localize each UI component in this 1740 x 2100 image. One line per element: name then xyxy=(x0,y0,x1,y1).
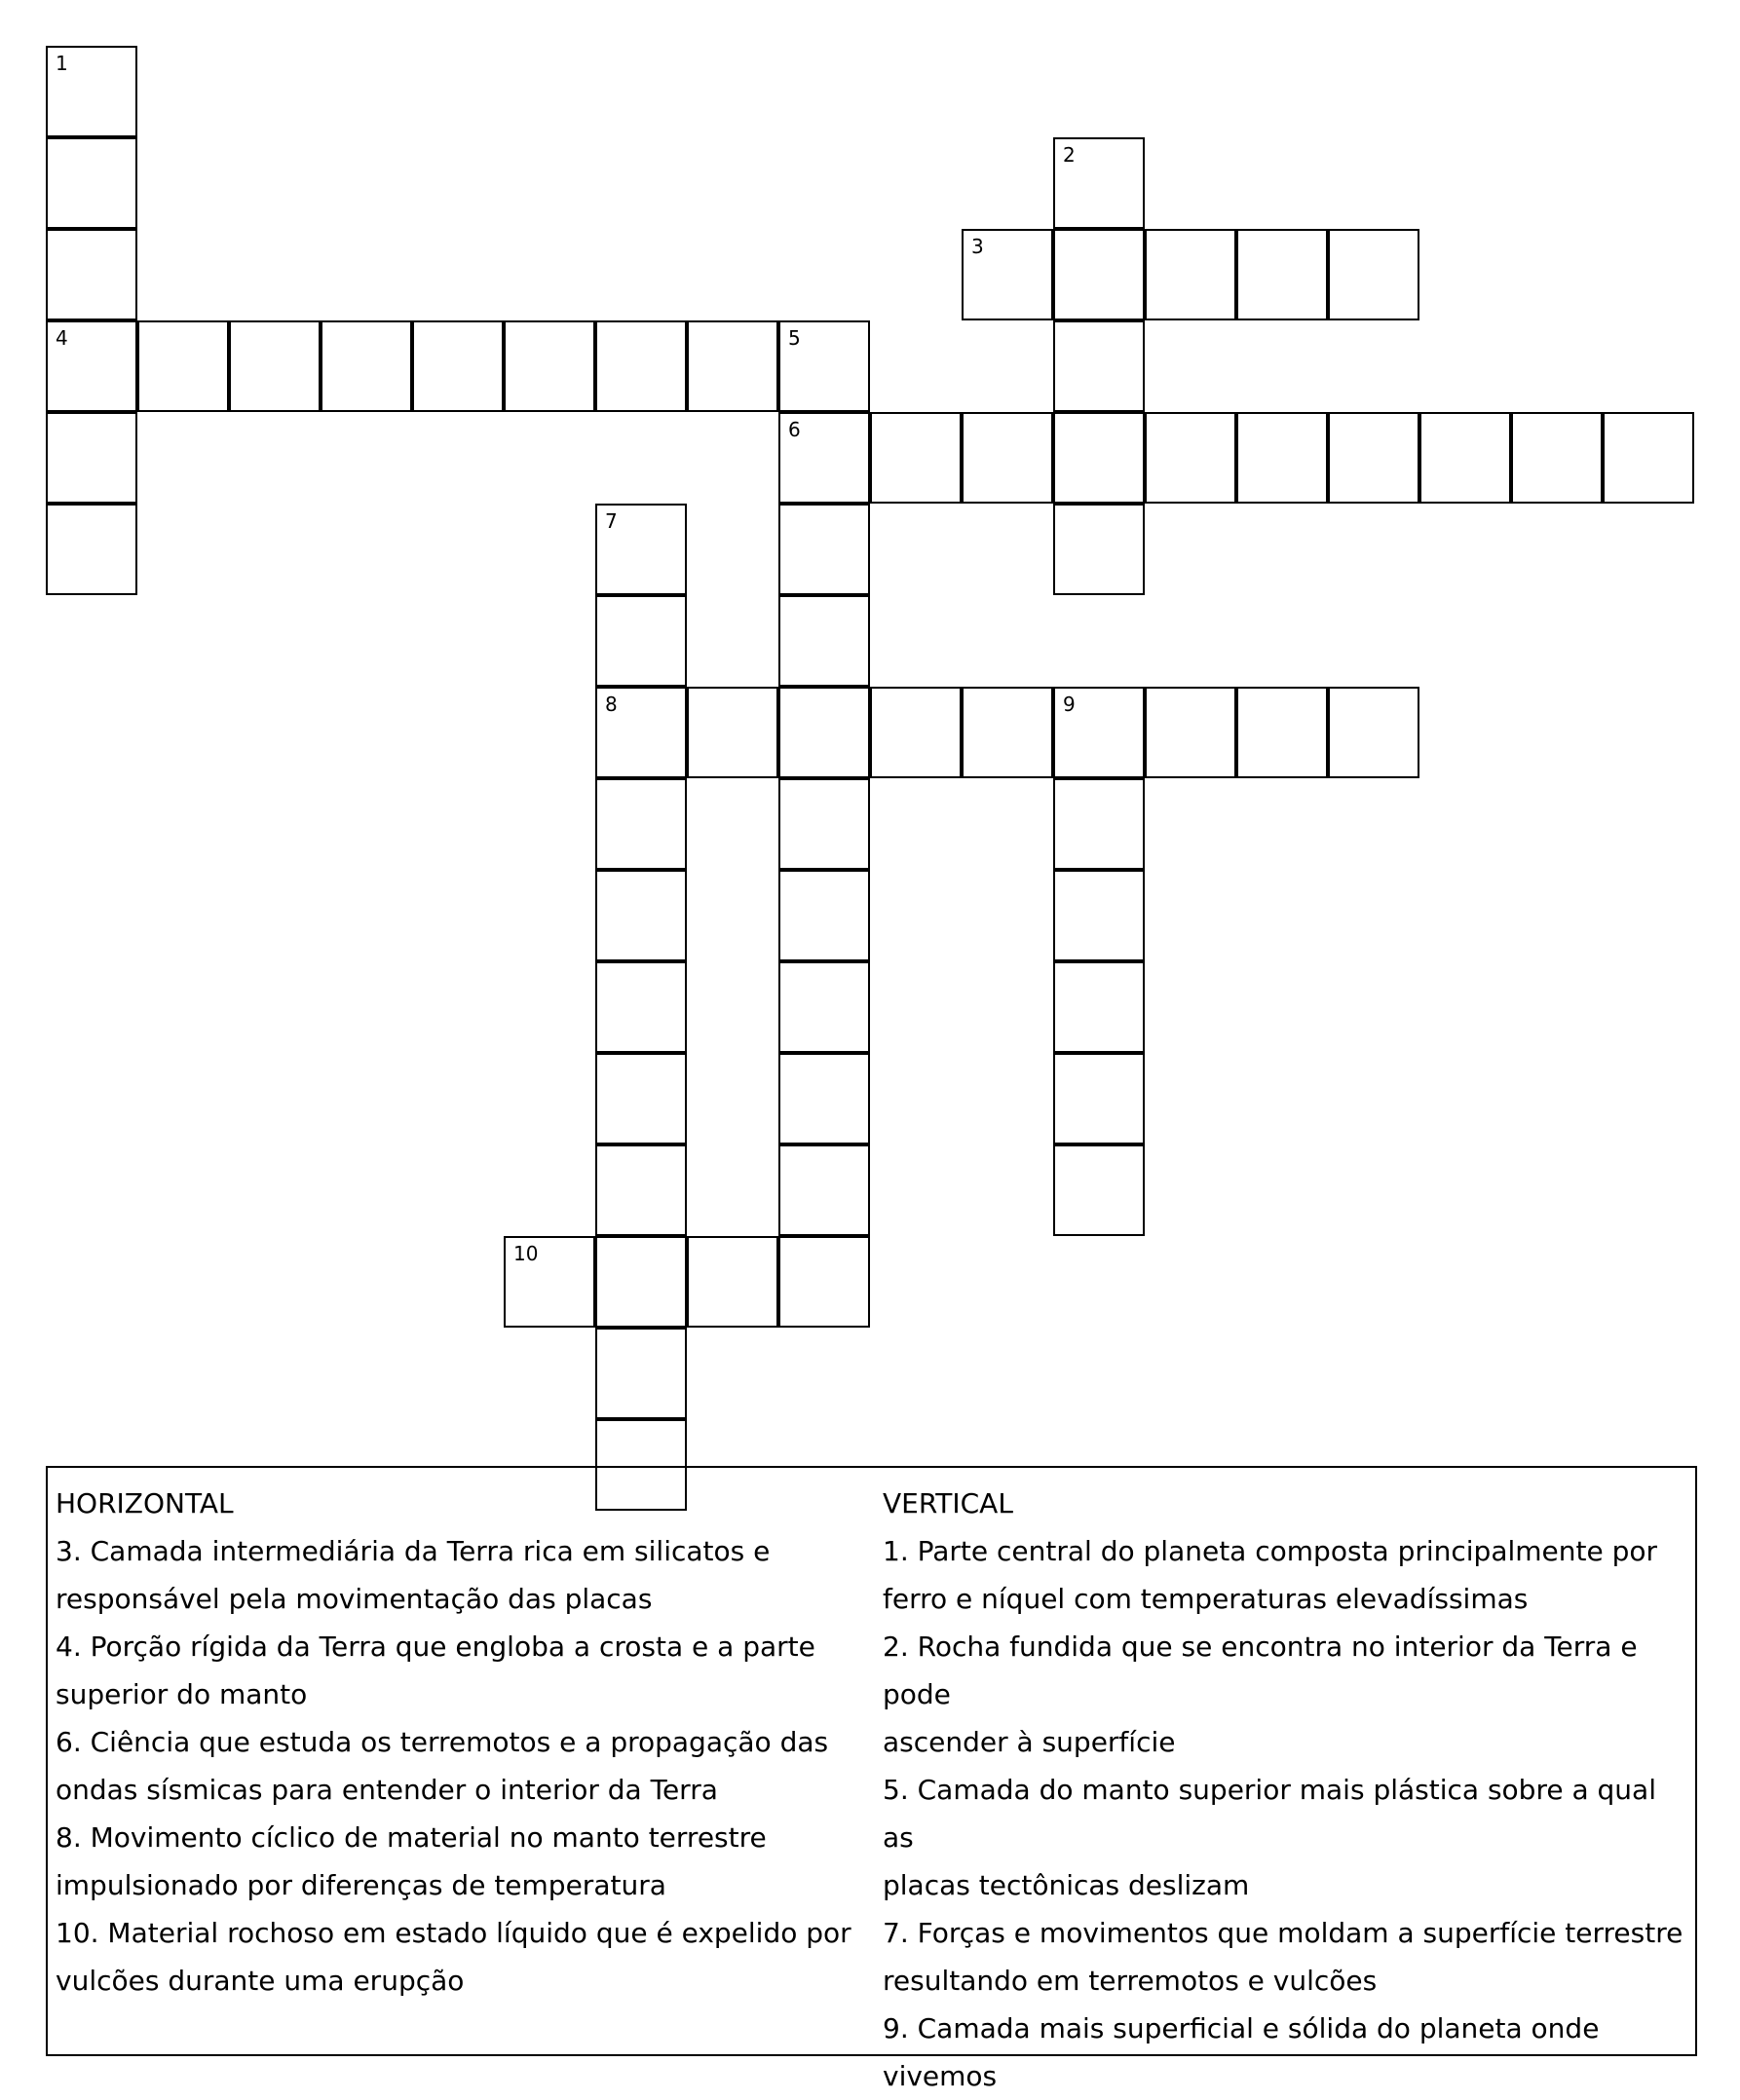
crossword-cell[interactable] xyxy=(595,504,687,595)
crossword-cell[interactable] xyxy=(595,595,687,687)
crossword-cell[interactable] xyxy=(778,320,870,412)
crossword-cell[interactable] xyxy=(962,687,1053,778)
crossword-cell[interactable] xyxy=(778,1236,870,1328)
crossword-cell[interactable] xyxy=(778,778,870,870)
clue-number: 5 xyxy=(788,326,801,350)
clue-line: 7. Forças e movimentos que moldam a superfície terrestre xyxy=(883,1917,1683,1949)
crossword-cell[interactable] xyxy=(778,961,870,1053)
clues-box xyxy=(46,1466,1697,2092)
crossword-cell[interactable] xyxy=(1053,229,1145,320)
crossword-cell[interactable] xyxy=(778,504,870,595)
crossword-cell[interactable] xyxy=(1145,687,1236,778)
crossword-cell[interactable] xyxy=(1603,412,1694,504)
crossword-cell[interactable] xyxy=(46,320,137,412)
clue-line: ondas sísmicas para entender o interior da Terra xyxy=(56,1774,718,1806)
crossword-cell[interactable] xyxy=(778,1144,870,1236)
crossword-cell[interactable] xyxy=(1145,412,1236,504)
crossword-cell[interactable] xyxy=(137,320,229,412)
crossword-cell[interactable] xyxy=(595,1144,687,1236)
crossword-cell[interactable] xyxy=(1328,687,1419,778)
crossword-cell[interactable] xyxy=(229,320,321,412)
crossword-cell[interactable] xyxy=(504,320,595,412)
horizontal-heading: HORIZONTAL xyxy=(56,1487,234,1519)
crossword-cell[interactable] xyxy=(595,1328,687,1419)
clue-line: ascender à superfície xyxy=(883,1726,1176,1758)
crossword-cell[interactable] xyxy=(1053,778,1145,870)
crossword-cell[interactable] xyxy=(595,320,687,412)
clue-number: 1 xyxy=(56,52,68,75)
clue-number: 3 xyxy=(971,235,984,258)
clue-number: 6 xyxy=(788,418,801,441)
crossword-cell[interactable] xyxy=(1053,137,1145,229)
crossword-cell[interactable] xyxy=(321,320,412,412)
crossword-cell[interactable] xyxy=(778,412,870,504)
clue-line: superior do manto xyxy=(56,1678,308,1710)
crossword-cell[interactable] xyxy=(1053,504,1145,595)
crossword-cell[interactable] xyxy=(870,687,962,778)
crossword-cell[interactable] xyxy=(1511,412,1603,504)
crossword-cell[interactable] xyxy=(1145,229,1236,320)
clue-line: 10. Material rochoso em estado líquido que é expelido por xyxy=(56,1917,851,1949)
clue-line: responsável pela movimentação das placas xyxy=(56,1583,653,1615)
crossword-cell[interactable] xyxy=(1328,229,1419,320)
clue-number: 9 xyxy=(1063,693,1076,716)
clue-line: 6. Ciência que estuda os terremotos e a propagação das xyxy=(56,1726,829,1758)
crossword-cell[interactable] xyxy=(870,412,962,504)
crossword-cell[interactable] xyxy=(687,1236,778,1328)
clue-line: placas tectônicas deslizam xyxy=(883,1869,1250,1901)
crossword-cell[interactable] xyxy=(595,687,687,778)
clue-number: 10 xyxy=(513,1242,539,1265)
crossword-cell[interactable] xyxy=(595,870,687,961)
crossword-cell[interactable] xyxy=(1236,412,1328,504)
clue-line: 1. Parte central do planeta composta principalmente por xyxy=(883,1535,1658,1567)
crossword-cell[interactable] xyxy=(595,1053,687,1144)
crossword-cell[interactable] xyxy=(687,320,778,412)
crossword-cell[interactable] xyxy=(1236,229,1328,320)
crossword-cell[interactable] xyxy=(778,687,870,778)
clue-line: 2. Rocha fundida que se encontra no interior da Terra e pode xyxy=(883,1631,1638,1710)
crossword-cell[interactable] xyxy=(46,412,137,504)
crossword-cell[interactable] xyxy=(46,229,137,320)
crossword-cell[interactable] xyxy=(595,1236,687,1328)
clue-line: 9. Camada mais superficial e sólida do planeta onde vivemos xyxy=(883,2012,1600,2092)
crossword-cell[interactable] xyxy=(595,961,687,1053)
clue-number: 7 xyxy=(605,509,618,533)
clue-line: 4. Porção rígida da Terra que engloba a crosta e a parte xyxy=(56,1631,815,1663)
crossword-cell[interactable] xyxy=(412,320,504,412)
crossword-cell[interactable] xyxy=(1236,687,1328,778)
crossword-cell[interactable] xyxy=(1053,870,1145,961)
crossword-cell[interactable] xyxy=(687,687,778,778)
clue-line: resultando em terremotos e vulcões xyxy=(883,1965,1378,1997)
crossword-cell[interactable] xyxy=(1053,961,1145,1053)
crossword-cell[interactable] xyxy=(1053,1144,1145,1236)
crossword-cell[interactable] xyxy=(46,46,137,137)
crossword-cell[interactable] xyxy=(504,1236,595,1328)
crossword-cell[interactable] xyxy=(1053,1053,1145,1144)
crossword-cell[interactable] xyxy=(1053,320,1145,412)
clue-line: 5. Camada do manto superior mais plástica sobre a qual as xyxy=(883,1774,1656,1854)
crossword-cell[interactable] xyxy=(962,412,1053,504)
crossword-cell[interactable] xyxy=(1419,412,1511,504)
crossword-cell[interactable] xyxy=(595,778,687,870)
horizontal-clues xyxy=(56,1480,864,2005)
crossword-cell[interactable] xyxy=(962,229,1053,320)
crossword-cell[interactable] xyxy=(778,1053,870,1144)
clue-number: 4 xyxy=(56,326,68,350)
clue-line: impulsionado por diferenças de temperatura xyxy=(56,1869,666,1901)
crossword-cell[interactable] xyxy=(778,595,870,687)
crossword-cell[interactable] xyxy=(1053,412,1145,504)
vertical-clues xyxy=(883,1480,1691,2100)
crossword-cell[interactable] xyxy=(46,137,137,229)
crossword-cell[interactable] xyxy=(46,504,137,595)
crossword-cell[interactable] xyxy=(778,870,870,961)
clue-line: ferro e níquel com temperaturas elevadíssimas xyxy=(883,1583,1529,1615)
clue-line: 8. Movimento cíclico de material no manto terrestre xyxy=(56,1821,767,1854)
clue-line: vulcões durante uma erupção xyxy=(56,1965,465,1997)
crossword-cell[interactable] xyxy=(1328,412,1419,504)
clue-number: 8 xyxy=(605,693,618,716)
vertical-heading: VERTICAL xyxy=(883,1487,1013,1519)
clue-line: 3. Camada intermediária da Terra rica em silicatos e xyxy=(56,1535,771,1567)
clue-number: 2 xyxy=(1063,143,1076,167)
crossword-cell[interactable] xyxy=(1053,687,1145,778)
